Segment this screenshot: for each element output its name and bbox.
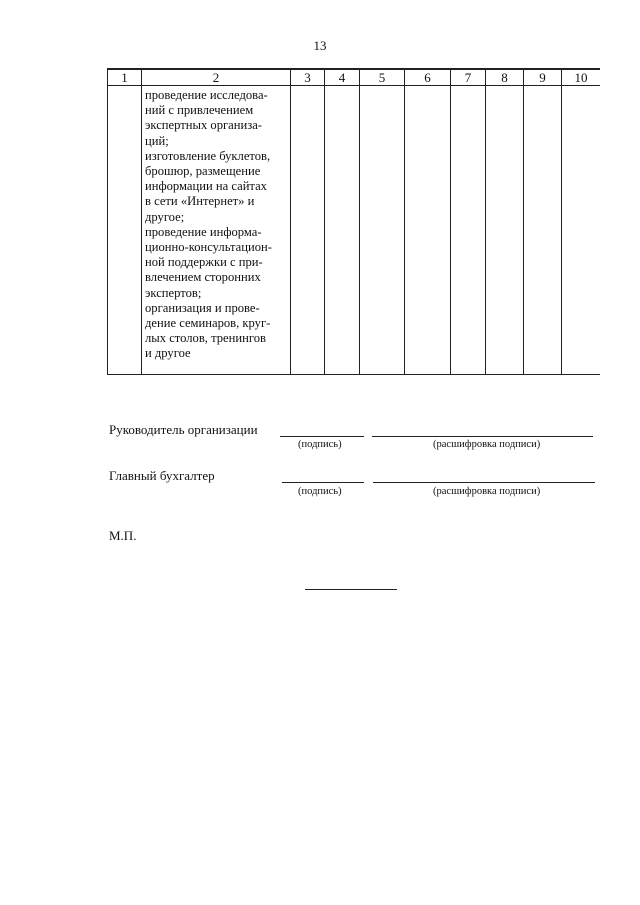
cell-col-3 — [291, 86, 325, 375]
head-decoding-line — [372, 436, 593, 437]
description-line: брошюр, размещение — [145, 164, 261, 179]
description-line: в сети «Интернет» и — [145, 194, 255, 209]
page-number: 13 — [313, 38, 327, 53]
header-col-7: 7 — [451, 69, 486, 86]
head-signature-line — [280, 436, 364, 437]
header-col-4: 4 — [325, 69, 360, 86]
description-line: и другое — [145, 346, 191, 361]
description-line: ций; — [145, 133, 169, 148]
description-line: влечением сторонних — [145, 270, 261, 285]
header-col-1: 1 — [108, 69, 142, 86]
cell-col-7 — [451, 86, 486, 375]
head-signature-label: Руководитель организации — [109, 422, 258, 437]
header-col-2: 2 — [142, 69, 291, 86]
description-line: ной поддержки с при- — [145, 255, 263, 270]
description-line: проведение исследова- — [145, 88, 268, 102]
cell-description — [142, 86, 291, 375]
description-line: информации на сайтах — [145, 179, 267, 194]
accountant-decoding-caption: (расшифровка подписи) — [433, 486, 541, 497]
head-signature-caption: (подпись) — [298, 439, 342, 450]
report-table — [107, 68, 600, 375]
description-line: организация и прове- — [145, 300, 260, 315]
header-col-10: 10 — [562, 69, 601, 86]
accountant-signature-label: Главный бухгалтер — [109, 468, 215, 483]
table-row — [108, 86, 601, 375]
cell-col-1 — [108, 86, 142, 375]
accountant-decoding-line — [373, 482, 595, 483]
description-line: изготовление буклетов, — [145, 148, 271, 163]
accountant-signature-line — [282, 482, 364, 483]
header-col-6: 6 — [405, 69, 451, 86]
closing-rule — [305, 589, 397, 590]
cell-col-4 — [325, 86, 360, 375]
description-text — [142, 86, 290, 362]
cell-col-8 — [486, 86, 524, 375]
cell-col-5 — [360, 86, 405, 375]
cell-col-10 — [562, 86, 601, 375]
header-col-5: 5 — [360, 69, 405, 86]
header-col-3: 3 — [291, 69, 325, 86]
header-col-8: 8 — [486, 69, 524, 86]
table-header-row — [108, 69, 601, 86]
stamp-place-label: М.П. — [109, 528, 137, 543]
description-line: проведение информа- — [145, 224, 262, 239]
description-line: ционно-консультацион- — [145, 240, 272, 255]
cell-col-9 — [524, 86, 562, 375]
description-line: экспертных организа- — [145, 118, 262, 133]
header-col-9: 9 — [524, 69, 562, 86]
head-decoding-caption: (расшифровка подписи) — [433, 439, 541, 450]
description-line: ний с привлечением — [145, 103, 254, 118]
description-line: другое; — [145, 209, 185, 224]
cell-col-6 — [405, 86, 451, 375]
description-line: дение семинаров, круг- — [145, 316, 271, 331]
accountant-signature-caption: (подпись) — [298, 486, 342, 497]
description-line: экспертов; — [145, 285, 202, 300]
description-line: лых столов, тренингов — [145, 331, 266, 346]
